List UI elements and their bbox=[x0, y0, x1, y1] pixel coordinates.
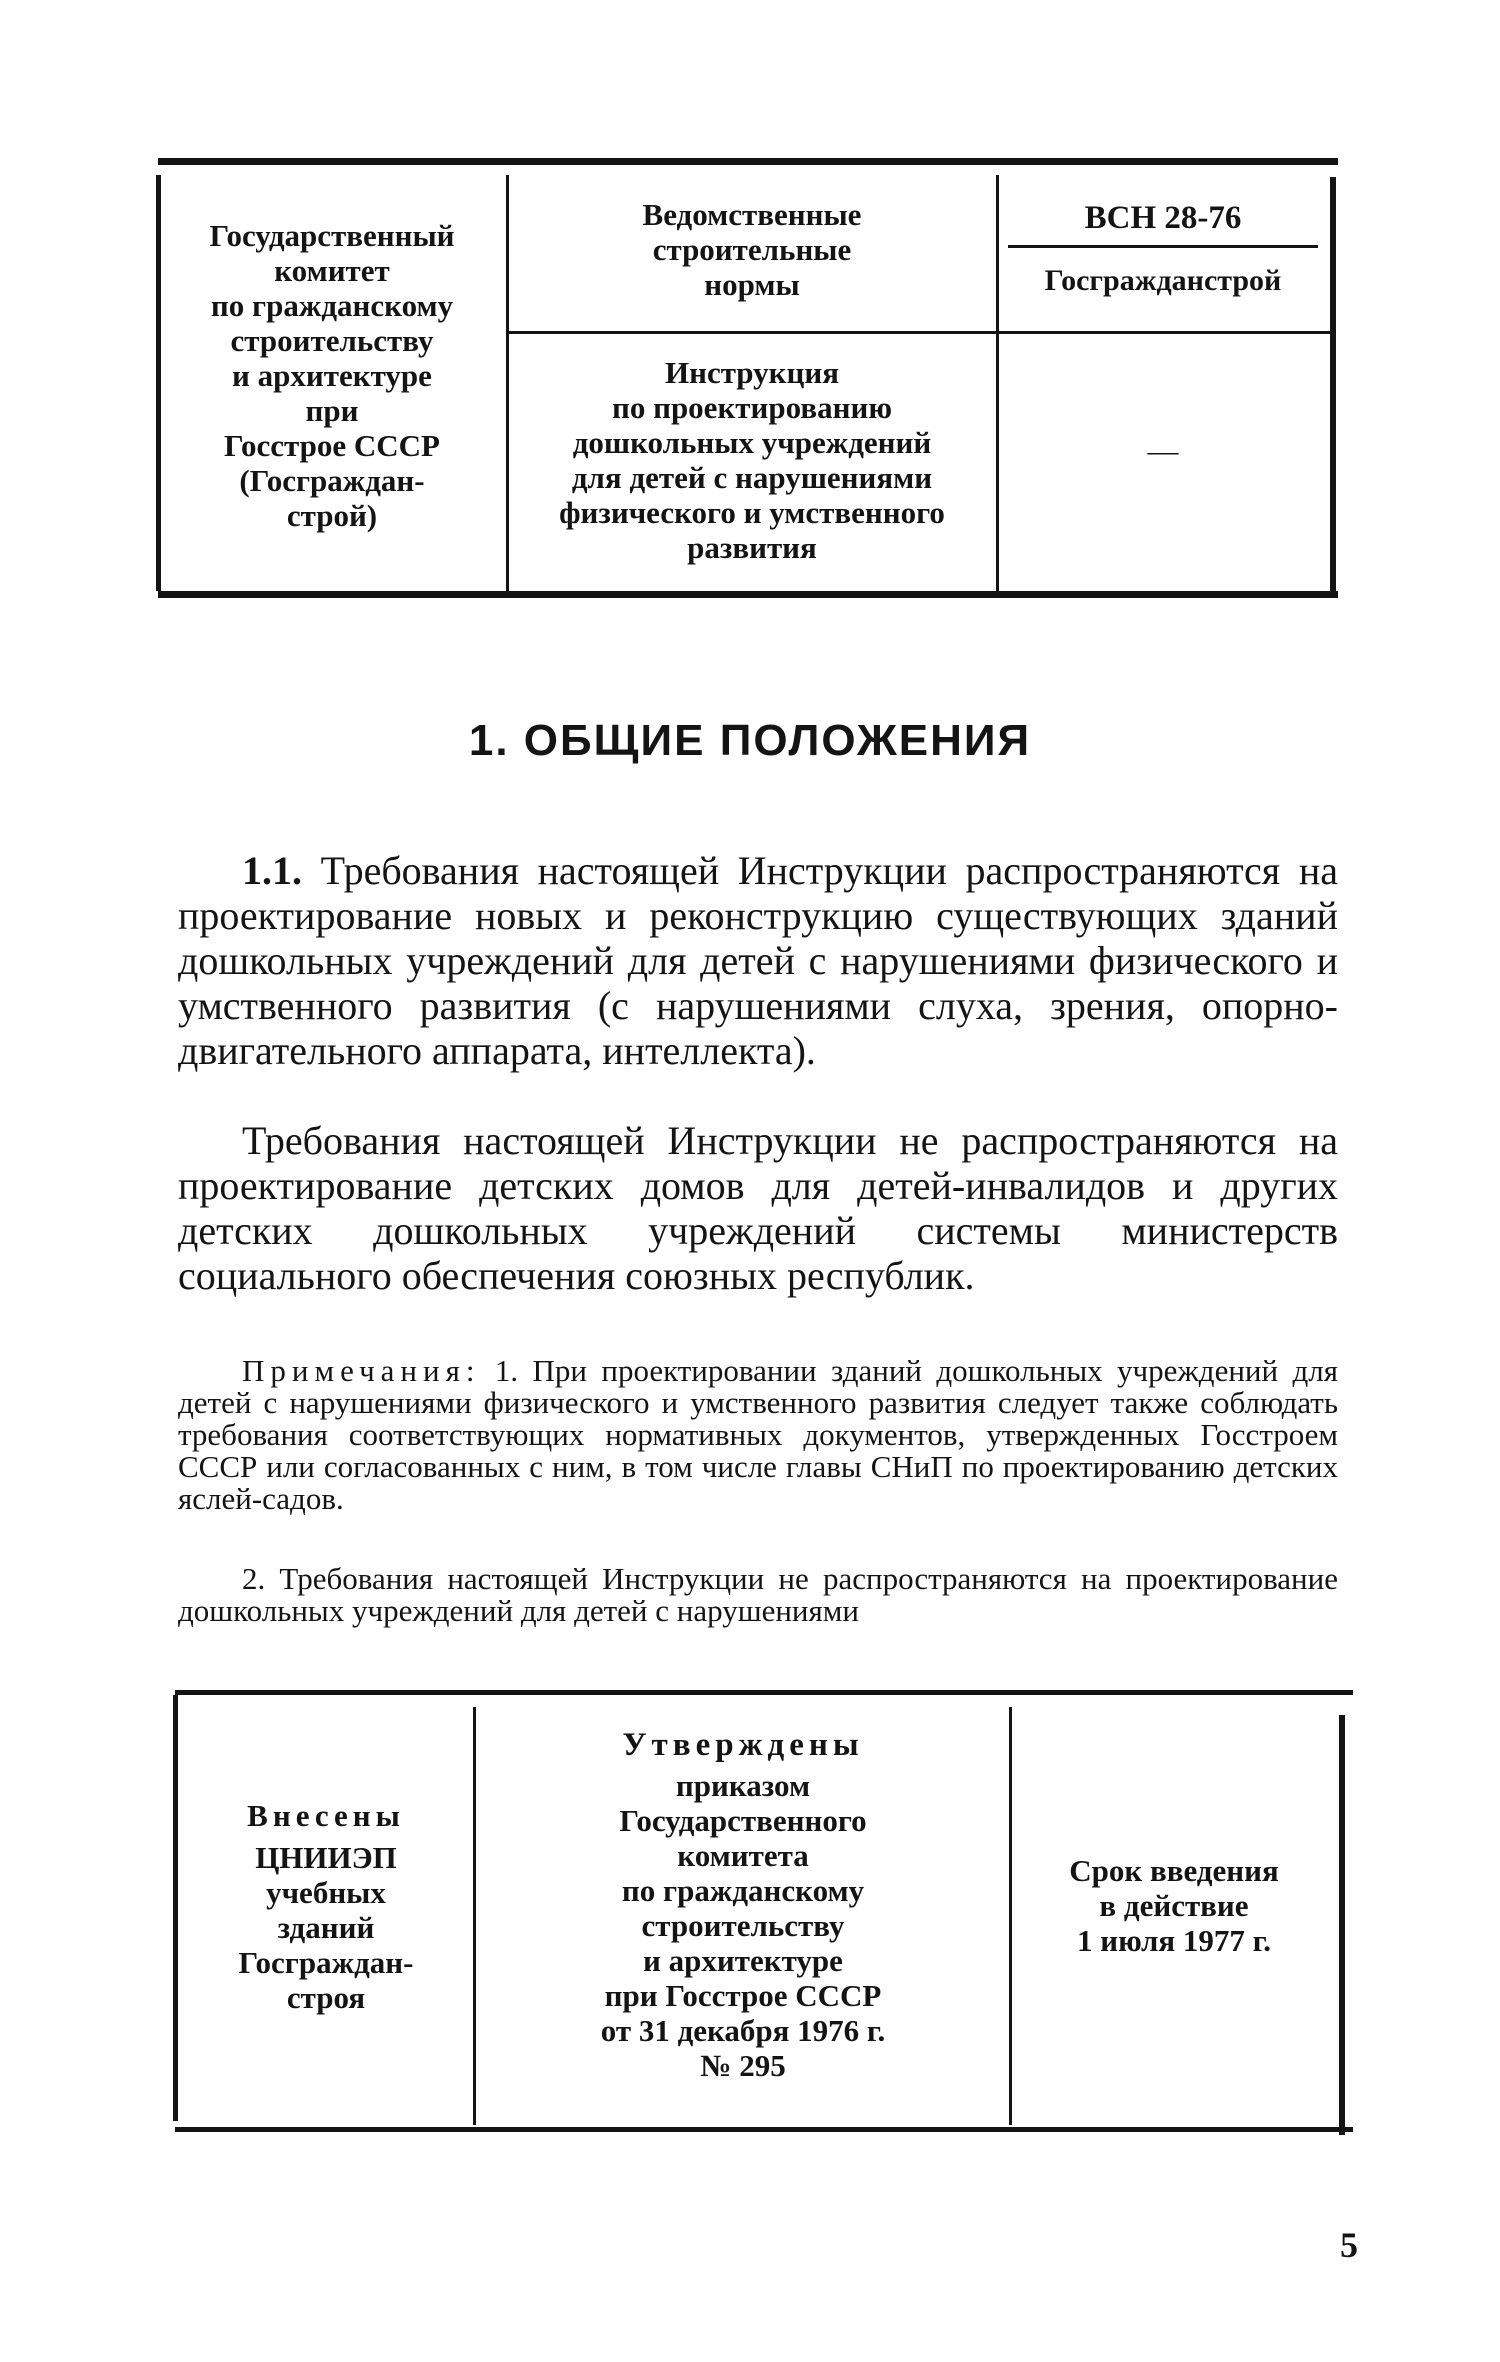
approved-label: Утверждены bbox=[622, 1726, 864, 1763]
document-code: ВСН 28-76 bbox=[1084, 199, 1242, 236]
submitted-label: Внесены bbox=[247, 1797, 405, 1833]
footer-table bbox=[175, 1690, 1353, 2132]
paragraph-1-1 bbox=[178, 848, 1338, 1073]
header-row-divider bbox=[508, 331, 1330, 334]
submitted-by: ЦНИИЭП учебных зданий Госграждан- строя bbox=[238, 1839, 414, 2015]
page-number: 5 bbox=[1340, 2225, 1358, 2265]
agency-name: Госгражданстрой bbox=[1044, 263, 1282, 297]
header-left-border bbox=[156, 175, 161, 591]
paragraph-number: 1.1. bbox=[242, 848, 302, 893]
header-divider-1 bbox=[506, 175, 509, 591]
header-right-border bbox=[1330, 177, 1336, 597]
notes-label: Примечания: bbox=[242, 1353, 481, 1388]
header-table bbox=[158, 158, 1338, 598]
approved-text: приказом Государственного комитета по гражданскому строительству и архитектуре при Госстрое СССР от 31 декабря 1976 г. № 295 bbox=[600, 1767, 886, 2083]
paragraph-1-1-text: Требования настоящей Инструкции распространяются на проектирование новых и реконструкцию существующих зданий дошкольных учреждений для детей с нарушениями физического и умственного развития (с нарушениями слуха, зрения, опорно-двигательного аппарата, интеллекта). bbox=[178, 848, 1339, 1073]
instruction-title: Инструкция по проектированию дошкольных учреждений для детей с нарушениями физического и умственного развития bbox=[559, 355, 945, 565]
header-code-underline bbox=[1008, 245, 1318, 248]
norms-type: Ведомственные строительные нормы bbox=[642, 196, 862, 302]
note-1-text: 1. При проектировании зданий дошкольных учреждений для детей с нарушениями физического и умственного развития следует также соблюдать требования соответствующих нормативных документов, утвержденных Госстроем СССР или согласованных с ним, в том числе главы СНиП по проектированию детских яслей-садов. bbox=[178, 1353, 1338, 1516]
footer-divider-1 bbox=[473, 1707, 476, 2125]
note-2: 2. Требования настоящей Инструкции не распространяются на проектирование дошкольных учреждений для детей с нарушениями bbox=[178, 1561, 1338, 1628]
footer-right-border bbox=[1339, 1715, 1345, 2135]
committee-name: Государственный комитет по гражданскому строительству и архитектуре при Госстрое СССР (Госграждан- строй) bbox=[209, 217, 455, 533]
note-1 bbox=[178, 1355, 1338, 1515]
paragraph-2: Требования настоящей Инструкции не распространяются на проектирование детских домов для детей-инвалидов и других детских дошкольных учреждений системы министерств социального обеспечения союзных республик. bbox=[178, 1118, 1338, 1298]
header-divider-2 bbox=[996, 175, 999, 591]
footer-divider-2 bbox=[1009, 1707, 1012, 2125]
section-title: 1. ОБЩИЕ ПОЛОЖЕНИЯ bbox=[468, 716, 1032, 765]
footer-left-border bbox=[173, 1695, 178, 2121]
replaces-value: — bbox=[1147, 432, 1179, 468]
effective-date: Срок введения в действие 1 июля 1977 г. bbox=[1069, 1852, 1279, 1958]
